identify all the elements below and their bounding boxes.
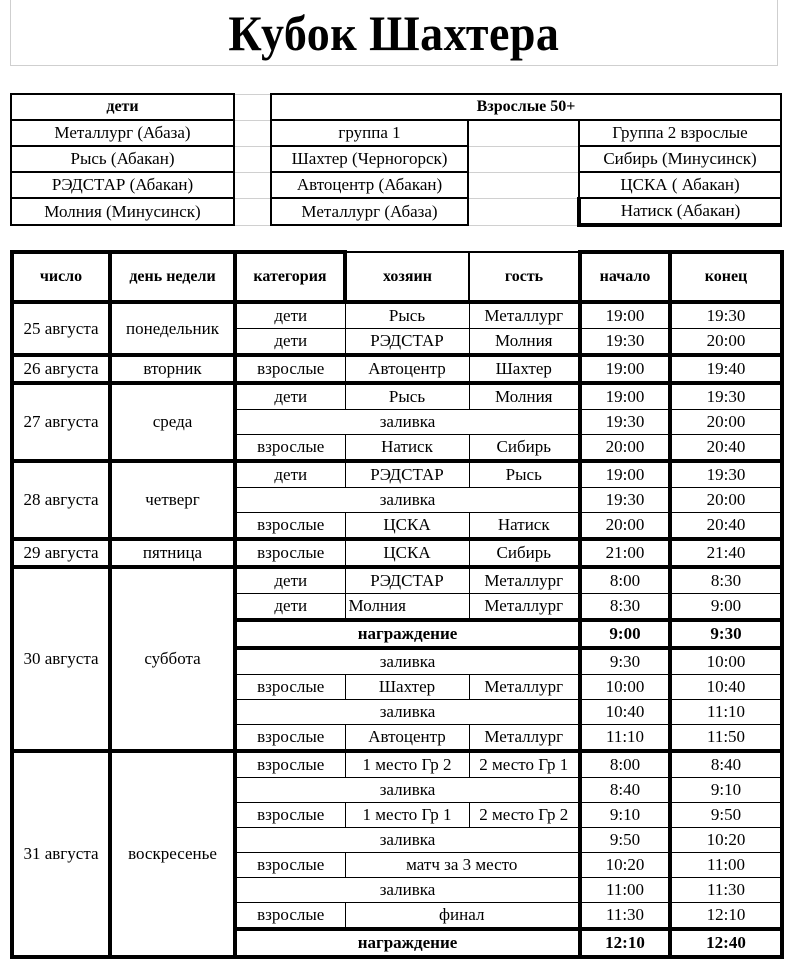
home-team-cell: РЭДСТАР [345,329,469,356]
header-weekday: день недели [110,252,235,302]
group1-team: Шахтер (Черногорск) [271,146,468,172]
home-team-cell: РЭДСТАР [345,461,469,488]
start-time-cell: 12:10 [580,929,670,957]
home-team-cell: Шахтер [345,675,469,700]
spacer-cell [468,120,579,146]
schedule-row [12,383,782,410]
children-team: РЭДСТАР (Абакан) [11,172,234,198]
date-cell: 25 августа [12,302,110,355]
category-cell: взрослые [235,539,345,567]
end-time-cell: 12:10 [670,903,782,930]
guest-team-cell: Шахтер [469,355,580,383]
date-cell: 29 августа [12,539,110,567]
guest-team-cell: Металлург [469,594,580,621]
home-team-cell: РЭДСТАР [345,567,469,594]
header-category: категория [235,252,345,302]
groups-row [11,120,781,146]
category-cell: дети [235,461,345,488]
home-team-cell: Рысь [345,302,469,329]
start-time-cell: 9:00 [580,620,670,648]
start-time-cell: 10:20 [580,853,670,878]
group2-team: ЦСКА ( Абакан) [579,172,781,198]
header-date: число [12,252,110,302]
end-time-cell: 11:30 [670,878,782,903]
header-guest: гость [469,252,580,302]
start-time-cell: 19:30 [580,488,670,513]
page-title: Кубок Шахтера [228,4,560,61]
weekday-cell: понедельник [110,302,235,355]
guest-team-cell: Молния [469,329,580,356]
guest-team-cell: 2 место Гр 1 [469,751,580,778]
category-cell: дети [235,302,345,329]
category-cell: дети [235,383,345,410]
end-time-cell: 19:30 [670,383,782,410]
category-cell: взрослые [235,355,345,383]
start-time-cell: 19:00 [580,302,670,329]
spacer-cell [234,94,271,120]
date-cell: 30 августа [12,567,110,751]
schedule-table [10,250,784,959]
start-time-cell: 8:00 [580,567,670,594]
spacer-cell [468,172,579,198]
spacer-cell [234,172,271,198]
end-time-cell: 11:10 [670,700,782,725]
start-time-cell: 8:30 [580,594,670,621]
schedule-row [12,461,782,488]
end-time-cell: 20:00 [670,488,782,513]
groups-header-row [11,94,781,120]
start-time-cell: 11:10 [580,725,670,752]
start-time-cell: 10:40 [580,700,670,725]
spacer-cell [234,198,271,225]
schedule-row [12,355,782,383]
schedule-row [12,539,782,567]
start-time-cell: 19:00 [580,355,670,383]
spacer-cell [468,198,579,225]
end-time-cell: 10:20 [670,828,782,853]
guest-team-cell: Металлург [469,302,580,329]
end-time-cell: 11:50 [670,725,782,752]
category-cell: взрослые [235,725,345,752]
end-time-cell: 12:40 [670,929,782,957]
groups-row [11,198,781,225]
end-time-cell: 20:00 [670,329,782,356]
end-time-cell: 21:40 [670,539,782,567]
weekday-cell: среда [110,383,235,461]
guest-team-cell: Молния [469,383,580,410]
weekday-cell: пятница [110,539,235,567]
category-cell: взрослые [235,751,345,778]
start-time-cell: 8:00 [580,751,670,778]
end-time-cell: 20:40 [670,435,782,462]
children-team: Металлург (Абаза) [11,120,234,146]
category-cell: взрослые [235,803,345,828]
ice-resurfacing-cell: заливка [235,648,580,675]
children-team: Рысь (Абакан) [11,146,234,172]
home-team-cell: 1 место Гр 2 [345,751,469,778]
category-cell: взрослые [235,675,345,700]
category-cell: взрослые [235,435,345,462]
category-cell: дети [235,329,345,356]
end-time-cell: 8:30 [670,567,782,594]
start-time-cell: 9:30 [580,648,670,675]
home-team-cell: Автоцентр [345,725,469,752]
end-time-cell: 9:50 [670,803,782,828]
schedule-row [12,302,782,329]
spacer-cell [468,146,579,172]
category-cell: взрослые [235,853,345,878]
ice-resurfacing-cell: заливка [235,700,580,725]
awards-cell: награждение [235,929,580,957]
start-time-cell: 20:00 [580,513,670,540]
date-cell: 26 августа [12,355,110,383]
home-team-cell: 1 место Гр 1 [345,803,469,828]
guest-team-cell: Металлург [469,567,580,594]
date-cell: 27 августа [12,383,110,461]
schedule-row [12,751,782,778]
home-team-cell: ЦСКА [345,513,469,540]
groups-row [11,172,781,198]
spacer-cell [234,120,271,146]
match-cell: финал [345,903,580,930]
start-time-cell: 11:30 [580,903,670,930]
end-time-cell: 11:00 [670,853,782,878]
home-team-cell: Рысь [345,383,469,410]
spacer-cell [234,146,271,172]
children-header: дети [11,94,234,120]
end-time-cell: 10:00 [670,648,782,675]
home-team-cell: Автоцентр [345,355,469,383]
start-time-cell: 19:30 [580,329,670,356]
start-time-cell: 20:00 [580,435,670,462]
end-time-cell: 20:40 [670,513,782,540]
start-time-cell: 8:40 [580,778,670,803]
guest-team-cell: Сибирь [469,435,580,462]
title-box [10,0,778,66]
start-time-cell: 19:30 [580,410,670,435]
group2-team: Натиск (Абакан) [579,198,781,225]
category-cell: дети [235,594,345,621]
adults-header: Взрослые 50+ [271,94,781,120]
group1-team: Автоцентр (Абакан) [271,172,468,198]
home-team-cell: ЦСКА [345,539,469,567]
group2-label: Группа 2 взрослые [579,120,781,146]
ice-resurfacing-cell: заливка [235,778,580,803]
groups-table [10,93,782,227]
group1-team: Металлург (Абаза) [271,198,468,225]
group2-team: Сибирь (Минусинск) [579,146,781,172]
ice-resurfacing-cell: заливка [235,410,580,435]
group1-label: группа 1 [271,120,468,146]
header-home: хозяин [345,252,469,302]
start-time-cell: 19:00 [580,383,670,410]
guest-team-cell: Рысь [469,461,580,488]
match-cell: матч за 3 место [345,853,580,878]
schedule-row [12,567,782,594]
home-team-cell: Молния [345,594,469,621]
weekday-cell: суббота [110,567,235,751]
category-cell: дети [235,567,345,594]
end-time-cell: 9:30 [670,620,782,648]
weekday-cell: воскресенье [110,751,235,957]
guest-team-cell: Металлург [469,675,580,700]
start-time-cell: 9:10 [580,803,670,828]
end-time-cell: 19:30 [670,461,782,488]
awards-cell: награждение [235,620,580,648]
start-time-cell: 19:00 [580,461,670,488]
start-time-cell: 11:00 [580,878,670,903]
groups-row [11,146,781,172]
start-time-cell: 10:00 [580,675,670,700]
end-time-cell: 9:10 [670,778,782,803]
schedule-header-row [12,252,782,302]
ice-resurfacing-cell: заливка [235,828,580,853]
end-time-cell: 20:00 [670,410,782,435]
end-time-cell: 19:40 [670,355,782,383]
end-time-cell: 8:40 [670,751,782,778]
guest-team-cell: Металлург [469,725,580,752]
end-time-cell: 10:40 [670,675,782,700]
date-cell: 28 августа [12,461,110,539]
weekday-cell: четверг [110,461,235,539]
weekday-cell: вторник [110,355,235,383]
guest-team-cell: Натиск [469,513,580,540]
start-time-cell: 9:50 [580,828,670,853]
category-cell: взрослые [235,513,345,540]
end-time-cell: 19:30 [670,302,782,329]
ice-resurfacing-cell: заливка [235,488,580,513]
children-team: Молния (Минусинск) [11,198,234,225]
start-time-cell: 21:00 [580,539,670,567]
end-time-cell: 9:00 [670,594,782,621]
category-cell: взрослые [235,903,345,930]
header-end: конец [670,252,782,302]
header-start: начало [580,252,670,302]
date-cell: 31 августа [12,751,110,957]
ice-resurfacing-cell: заливка [235,878,580,903]
guest-team-cell: Сибирь [469,539,580,567]
guest-team-cell: 2 место Гр 2 [469,803,580,828]
home-team-cell: Натиск [345,435,469,462]
